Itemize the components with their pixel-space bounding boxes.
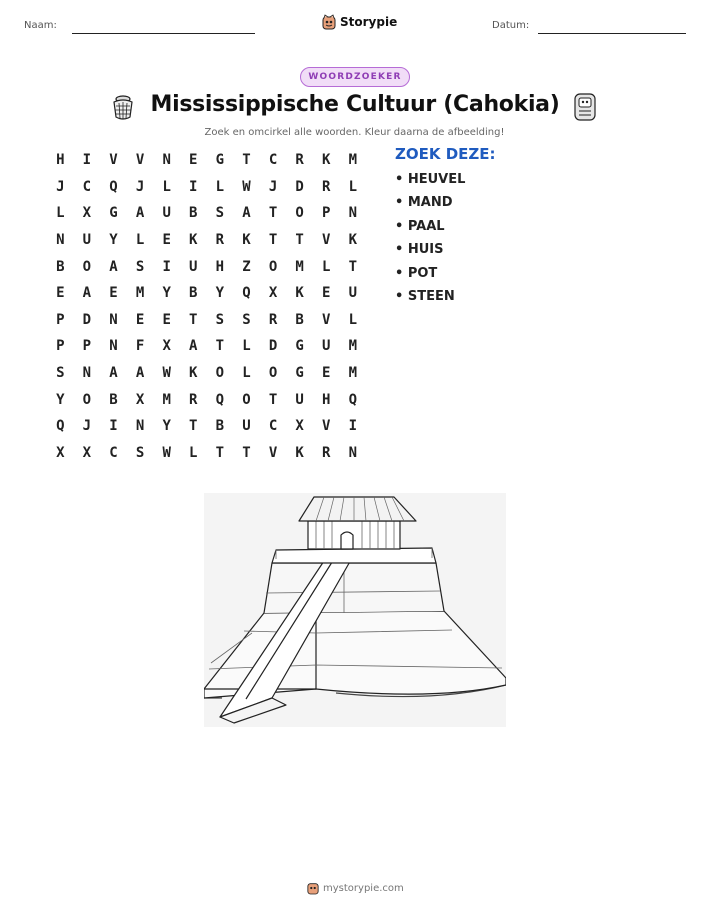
grid-letter[interactable]: B <box>189 285 198 302</box>
grid-letter[interactable]: K <box>295 444 304 461</box>
grid-letter[interactable]: V <box>322 418 331 435</box>
grid-letter[interactable]: J <box>56 178 65 195</box>
grid-letter[interactable]: B <box>295 311 304 328</box>
date-label: Datum: <box>492 20 530 31</box>
grid-letter[interactable]: S <box>242 311 251 328</box>
grid-letter[interactable]: V <box>322 311 331 328</box>
letter-grid <box>47 147 366 466</box>
grid-letter[interactable]: K <box>242 232 251 249</box>
grid-letter[interactable]: X <box>162 338 171 355</box>
grid-letter[interactable]: V <box>109 152 118 169</box>
grid-letter[interactable]: R <box>268 311 278 328</box>
grid-letter[interactable]: C <box>109 444 118 461</box>
instructions: Zoek en omcirkel alle woorden. Kleur daarna de afbeelding! <box>204 127 505 138</box>
word-list <box>395 171 465 311</box>
grid-letter[interactable]: P <box>56 338 65 355</box>
grid-letter[interactable]: A <box>135 205 145 222</box>
grid-letter[interactable]: J <box>82 418 92 435</box>
grid-letter[interactable]: K <box>189 232 198 249</box>
name-label: Naam: <box>24 20 57 31</box>
page-title: Mississippische Cultuur (Cahokia) <box>150 92 560 117</box>
grid-letter[interactable]: L <box>56 205 65 222</box>
grid-letter[interactable]: V <box>135 152 145 169</box>
grid-letter[interactable]: A <box>135 365 145 382</box>
grid-letter[interactable]: T <box>215 338 225 355</box>
grid-letter[interactable]: L <box>348 178 358 195</box>
brand <box>322 14 397 30</box>
grid-letter[interactable]: O <box>82 391 92 408</box>
grid-letter[interactable]: X <box>82 444 92 461</box>
grid-letter[interactable]: Q <box>215 391 225 408</box>
grid-letter[interactable]: G <box>295 338 304 355</box>
grid-letter[interactable]: T <box>295 232 304 249</box>
grid-letter[interactable]: H <box>322 391 331 408</box>
grid-letter[interactable]: N <box>82 365 92 382</box>
grid-letter[interactable]: I <box>189 178 198 195</box>
grid-letter[interactable]: S <box>56 365 65 382</box>
grid-letter[interactable]: X <box>268 285 278 302</box>
grid-letter[interactable]: E <box>109 285 118 302</box>
grid-letter[interactable]: M <box>135 285 145 302</box>
grid-letter[interactable]: O <box>295 205 304 222</box>
grid-letter[interactable]: Q <box>56 418 65 435</box>
grid-letter[interactable]: A <box>82 285 92 302</box>
grid-letter[interactable]: H <box>56 152 65 169</box>
grid-letter[interactable]: U <box>348 285 358 302</box>
grid-letter[interactable]: P <box>322 205 331 222</box>
grid-letter[interactable]: U <box>189 258 198 275</box>
word-list-title: ZOEK DEZE: <box>395 145 496 163</box>
grid-letter[interactable]: N <box>162 152 171 169</box>
brand-name: Storypie <box>340 15 398 29</box>
grid-letter[interactable]: W <box>242 178 251 195</box>
grid-letter[interactable]: J <box>135 178 145 195</box>
grid-letter[interactable]: M <box>295 258 304 275</box>
name-line[interactable] <box>72 33 255 34</box>
grid-letter[interactable]: B <box>56 258 65 275</box>
grid-letter[interactable]: E <box>162 311 171 328</box>
grid-letter[interactable]: O <box>268 365 278 382</box>
worksheet-type-badge: WOORDZOEKER <box>300 67 410 87</box>
grid-letter[interactable]: Y <box>109 232 118 249</box>
grid-letter[interactable]: I <box>348 418 358 435</box>
grid-letter[interactable]: U <box>162 205 171 222</box>
grid-letter[interactable]: K <box>189 365 198 382</box>
grid-letter[interactable]: A <box>109 258 118 275</box>
grid-letter[interactable]: N <box>56 232 65 249</box>
footer-url[interactable]: mystorypie.com <box>323 882 404 894</box>
grid-letter[interactable]: T <box>242 152 251 169</box>
grid-letter[interactable]: R <box>322 444 331 461</box>
grid-letter[interactable]: R <box>295 152 304 169</box>
grid-letter[interactable]: L <box>162 178 171 195</box>
grid-letter[interactable]: K <box>322 152 331 169</box>
grid-letter[interactable]: X <box>56 444 65 461</box>
word-item: • PAAL <box>395 218 445 234</box>
grid-letter[interactable]: J <box>268 178 278 195</box>
grid-letter[interactable]: R <box>189 391 198 408</box>
grid-letter[interactable]: O <box>215 365 225 382</box>
grid-letter[interactable]: L <box>242 338 251 355</box>
grid-letter[interactable]: T <box>268 391 278 408</box>
grid-letter[interactable]: Q <box>242 285 251 302</box>
coloring-image[interactable] <box>204 493 506 727</box>
grid-letter[interactable]: L <box>215 178 225 195</box>
grid-letter[interactable]: U <box>242 418 251 435</box>
grid-letter[interactable]: D <box>295 178 304 195</box>
grid-letter[interactable]: S <box>135 444 145 461</box>
grid-letter[interactable]: R <box>322 178 331 195</box>
grid-letter[interactable]: T <box>268 205 278 222</box>
grid-letter[interactable]: P <box>82 338 92 355</box>
grid-letter[interactable]: V <box>322 232 331 249</box>
grid-letter[interactable]: O <box>82 258 92 275</box>
grid-letter[interactable]: E <box>189 152 198 169</box>
grid-letter[interactable]: U <box>82 232 92 249</box>
grid-letter[interactable]: V <box>268 444 278 461</box>
grid-letter[interactable]: K <box>348 232 358 249</box>
grid-letter[interactable]: A <box>242 205 251 222</box>
grid-letter[interactable]: T <box>189 418 198 435</box>
grid-letter[interactable]: D <box>82 311 92 328</box>
grid-letter[interactable]: D <box>268 338 278 355</box>
grid-letter[interactable]: C <box>82 178 92 195</box>
grid-letter[interactable]: O <box>242 391 251 408</box>
grid-letter[interactable]: A <box>109 365 118 382</box>
grid-letter[interactable]: C <box>268 418 278 435</box>
grid-letter[interactable]: S <box>215 205 225 222</box>
grid-letter[interactable]: W <box>162 444 171 461</box>
grid-letter[interactable]: Z <box>242 258 251 275</box>
grid-letter[interactable]: I <box>109 418 118 435</box>
grid-letter[interactable]: L <box>242 365 251 382</box>
grid-letter[interactable]: M <box>348 152 358 169</box>
grid-letter[interactable]: C <box>268 152 278 169</box>
grid-letter[interactable]: L <box>135 232 145 249</box>
date-line[interactable] <box>538 33 686 34</box>
grid-letter[interactable]: E <box>162 232 171 249</box>
grid-letter[interactable]: M <box>348 365 358 382</box>
grid-letter[interactable]: G <box>109 205 118 222</box>
grid-letter[interactable]: A <box>189 338 198 355</box>
grid-letter[interactable]: L <box>189 444 198 461</box>
grid-letter[interactable]: Q <box>109 178 118 195</box>
grid-letter[interactable]: T <box>268 232 278 249</box>
grid-letter[interactable]: Y <box>162 418 171 435</box>
grid-letter[interactable]: E <box>135 311 145 328</box>
grid-letter[interactable]: I <box>82 152 92 169</box>
grid-letter[interactable]: T <box>242 444 251 461</box>
grid-letter[interactable]: X <box>295 418 304 435</box>
grid-letter[interactable]: L <box>322 258 331 275</box>
grid-letter[interactable]: G <box>215 152 225 169</box>
grid-letter[interactable]: L <box>348 311 358 328</box>
grid-letter[interactable]: H <box>215 258 225 275</box>
grid-letter[interactable]: T <box>189 311 198 328</box>
grid-letter[interactable]: N <box>348 444 358 461</box>
grid-letter[interactable]: G <box>295 365 304 382</box>
grid-letter[interactable]: E <box>56 285 65 302</box>
grid-letter[interactable]: Y <box>56 391 65 408</box>
grid-letter[interactable]: N <box>135 418 145 435</box>
grid-letter[interactable]: X <box>82 205 92 222</box>
grid-letter[interactable]: X <box>135 391 145 408</box>
storypie-logo-icon <box>307 881 319 895</box>
grid-letter[interactable]: T <box>215 444 225 461</box>
grid-letter[interactable]: N <box>109 338 118 355</box>
word-item: • STEEN <box>395 288 455 304</box>
grid-letter[interactable]: Q <box>348 391 358 408</box>
word-item: • HUIS <box>395 242 444 258</box>
grid-letter[interactable]: S <box>215 311 225 328</box>
footer <box>307 881 404 895</box>
grid-letter[interactable]: N <box>109 311 118 328</box>
grid-letter[interactable]: F <box>135 338 145 355</box>
grid-letter[interactable]: E <box>322 285 331 302</box>
grid-letter[interactable]: I <box>162 258 171 275</box>
grid-letter[interactable]: P <box>56 311 65 328</box>
grid-letter[interactable]: O <box>268 258 278 275</box>
grid-letter[interactable]: E <box>322 365 331 382</box>
storypie-logo-icon <box>322 14 336 30</box>
grid-letter[interactable]: M <box>162 391 171 408</box>
grid-letter[interactable]: M <box>348 338 358 355</box>
basket-icon <box>110 92 136 126</box>
word-item: • HEUVEL <box>395 172 466 187</box>
grid-letter[interactable]: U <box>322 338 331 355</box>
grid-letter[interactable]: N <box>348 205 358 222</box>
grid-letter[interactable]: K <box>295 285 304 302</box>
grid-letter[interactable]: R <box>215 232 225 249</box>
grid-letter[interactable]: Y <box>215 285 225 302</box>
stone-tablet-icon <box>572 92 598 126</box>
grid-letter[interactable]: T <box>348 258 358 275</box>
grid-letter[interactable]: Y <box>162 285 171 302</box>
grid-letter[interactable]: B <box>215 418 225 435</box>
grid-letter[interactable]: U <box>295 391 304 408</box>
grid-letter[interactable]: B <box>189 205 198 222</box>
word-item: • POT <box>395 265 438 281</box>
grid-letter[interactable]: S <box>135 258 145 275</box>
word-item: • MAND <box>395 195 453 211</box>
grid-letter[interactable]: B <box>109 391 118 408</box>
grid-letter[interactable]: W <box>162 365 171 382</box>
